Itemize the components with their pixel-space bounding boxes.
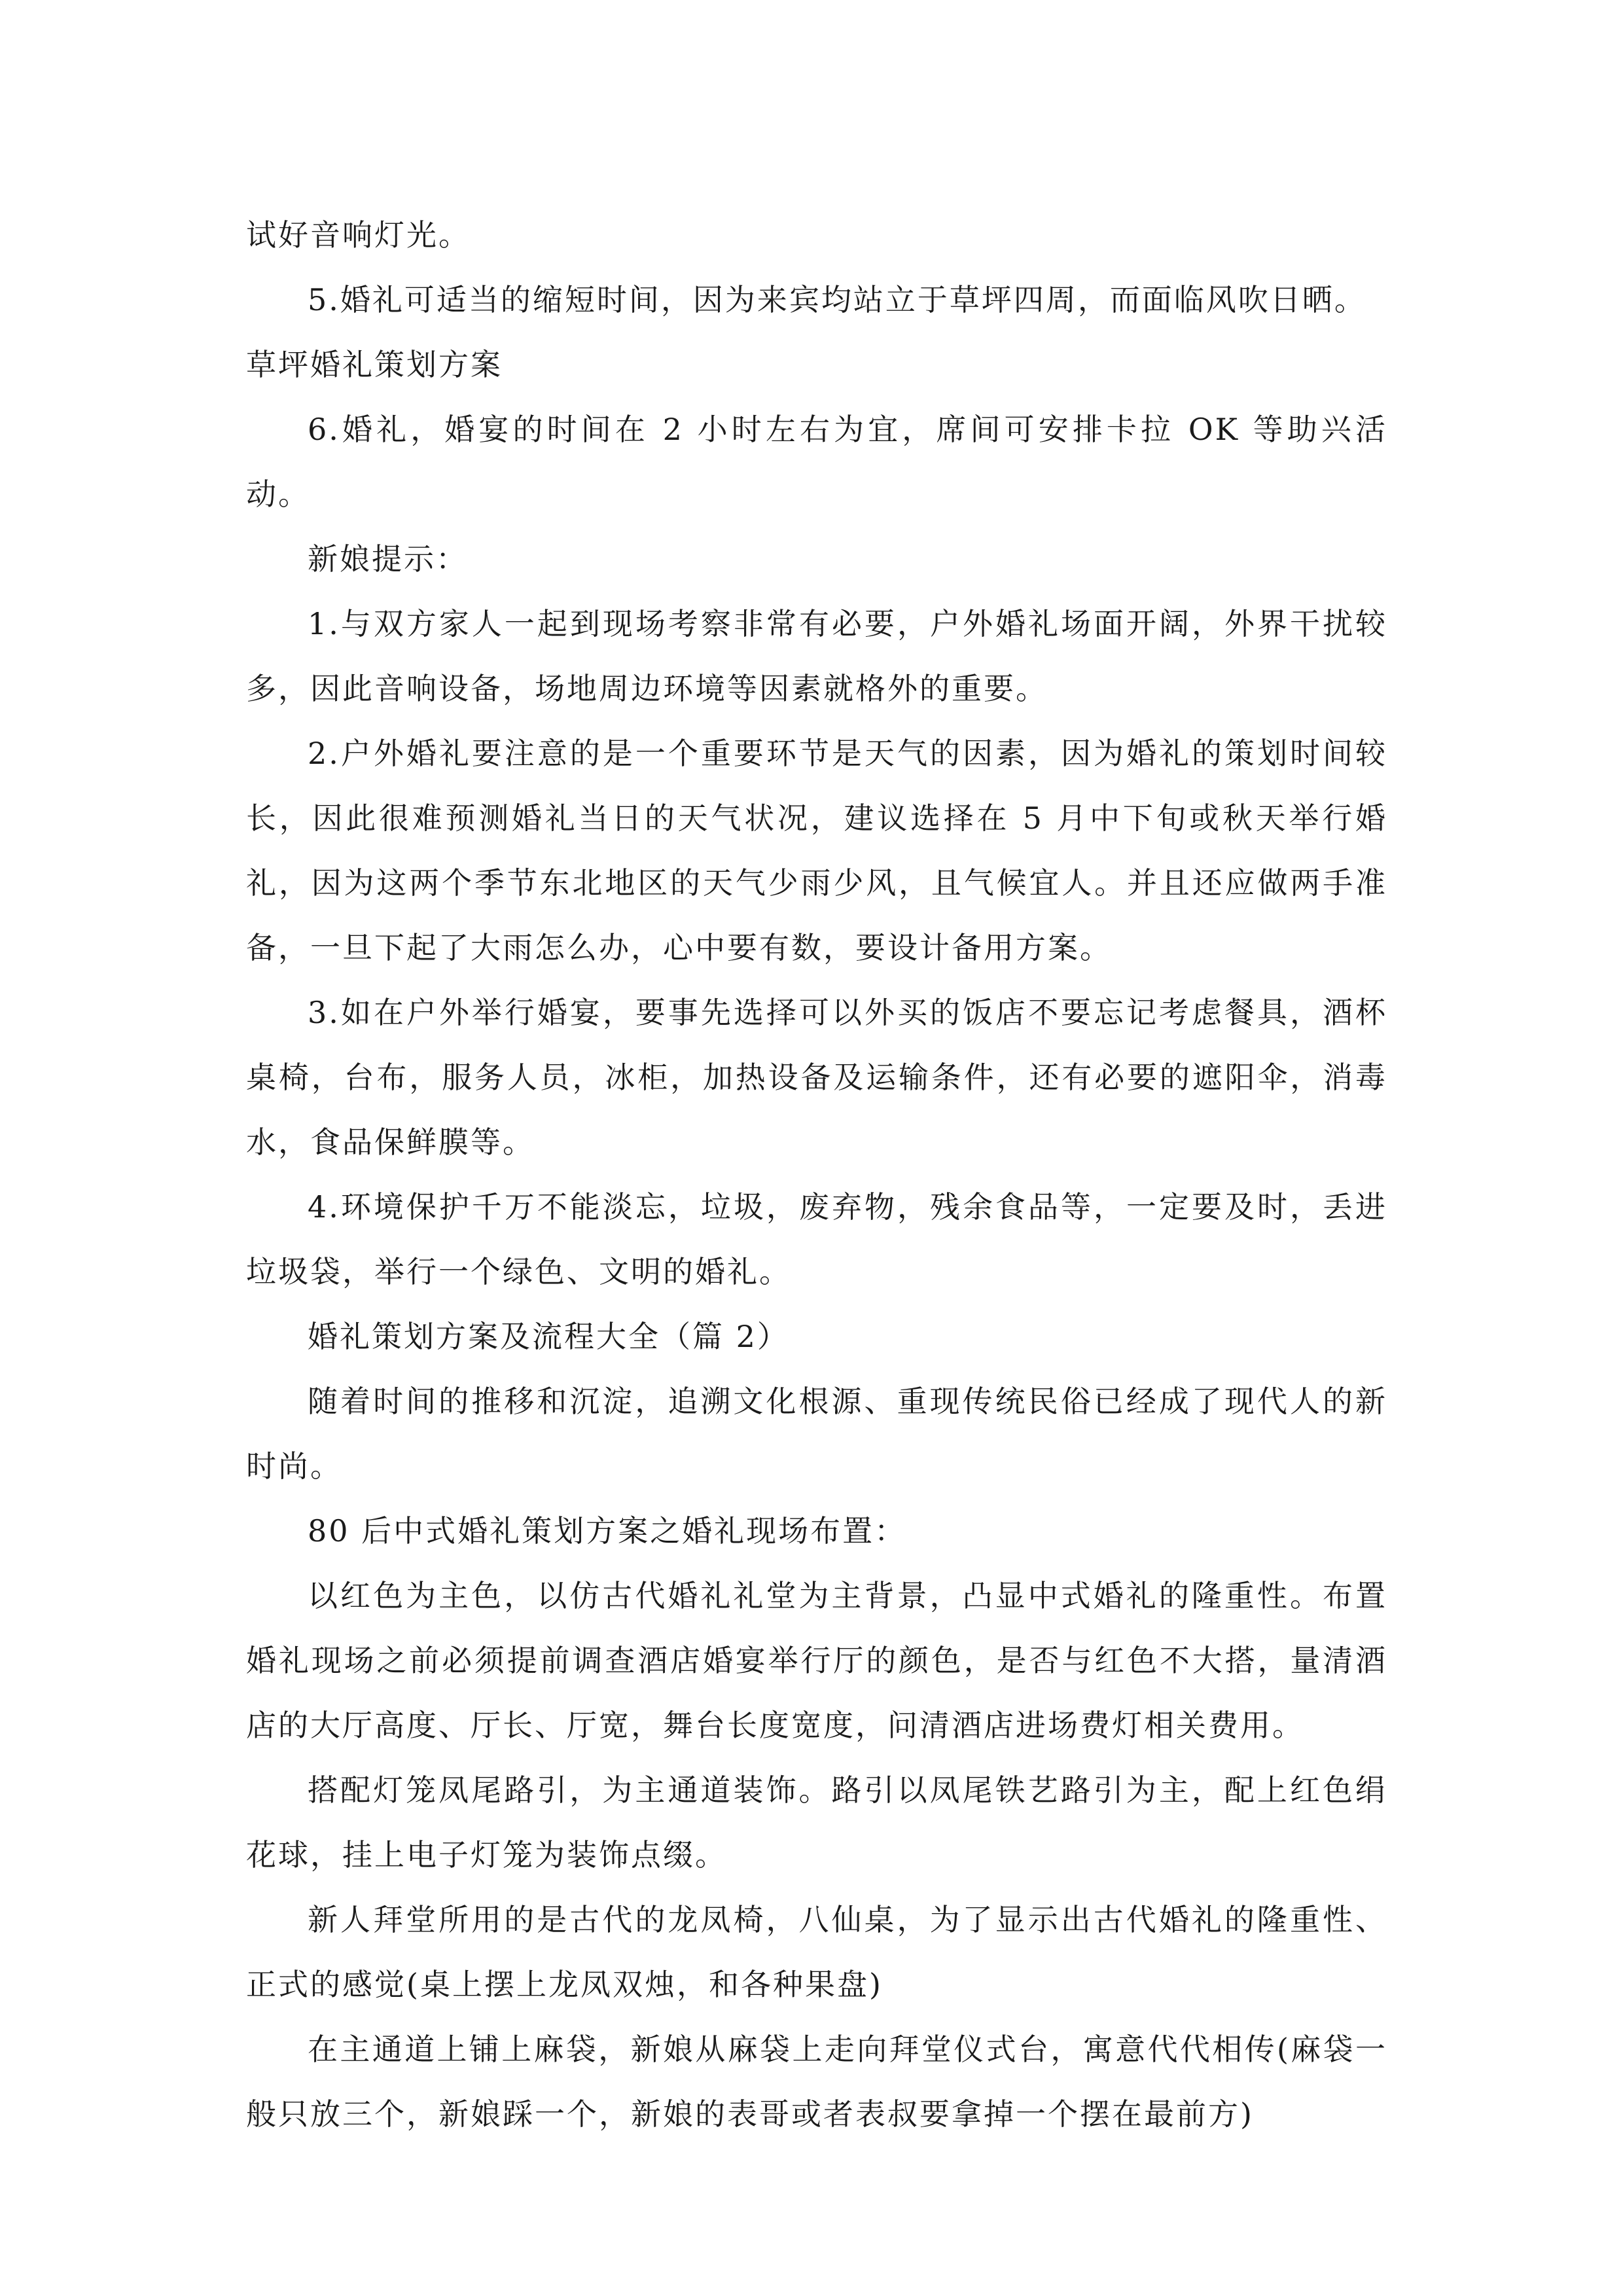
paragraph-13: 搭配灯笼凤尾路引，为主通道装饰。路引以凤尾铁艺路引为主，配上红色绢花球，挂上电子灯笼为装饰点缀。: [246, 1772, 1387, 1873]
paragraph-12: 以红色为主色，以仿古代婚礼礼堂为主背景，凸显中式婚礼的隆重性。布置婚礼现场之前必须提前调查酒店婚宴举行厅的颜色，是否与红色不大搭，量清酒店的大厅高度、厅长、厅宽，舞台长度宽度，问清酒店进场费灯相关费用。: [246, 1578, 1387, 1743]
paragraph-3: 6.婚礼，婚宴的时间在 2 小时左右为宜，席间可安排卡拉 OK 等助兴活动。: [246, 412, 1387, 512]
paragraph-5: 1.与双方家人一起到现场考察非常有必要，户外婚礼场面开阔，外界干扰较多，因此音响设备，场地周边环境等因素就格外的重要。: [246, 606, 1387, 706]
document-body: [246, 203, 1387, 2147]
paragraph-2: 草坪婚礼策划方案: [246, 347, 503, 382]
paragraph-10: 随着时间的推移和沉淀，追溯文化根源、重现传统民俗已经成了现代人的新时尚。: [246, 1384, 1387, 1484]
paragraph-8: 4.环境保护千万不能淡忘，垃圾，废弃物，残余食品等，一定要及时，丢进垃圾袋，举行一个绿色、文明的婚礼。: [246, 1189, 1387, 1289]
paragraph-11: 80 后中式婚礼策划方案之婚礼现场布置：: [308, 1513, 907, 1549]
paragraph-1: 5.婚礼可适当的缩短时间，因为来宾均站立于草坪四周，而面临风吹日晒。: [308, 282, 1366, 317]
paragraph-15: 在主通道上铺上麻袋，新娘从麻袋上走向拜堂仪式台，寓意代代相传(麻袋一般只放三个，新娘踩一个，新娘的表哥或者表叔要拿掉一个摆在最前方): [246, 2032, 1387, 2132]
paragraph-0: 试好音响灯光。: [246, 217, 471, 253]
paragraph-7: 3.如在户外举行婚宴，要事先选择可以外买的饭店不要忘记考虑餐具，酒杯桌椅，台布，服务人员，冰柜，加热设备及运输条件，还有必要的遮阳伞，消毒水，食品保鲜膜等。: [246, 995, 1387, 1160]
paragraph-6: 2.户外婚礼要注意的是一个重要环节是天气的因素，因为婚礼的策划时间较长，因此很难预测婚礼当日的天气状况，建议选择在 5 月中下旬或秋天举行婚礼，因为这两个季节东北地区的天气少雨少风，且气候宜人。并且还应做两手准备，一旦下起了大雨怎么办，心中要有数，要设计备用方案。: [246, 736, 1387, 965]
section-heading: 婚礼策划方案及流程大全（篇 2）: [308, 1319, 789, 1354]
paragraph-14: 新人拜堂所用的是古代的龙凤椅，八仙桌，为了显示出古代婚礼的隆重性、正式的感觉(桌上摆上龙凤双烛，和各种果盘): [246, 1902, 1387, 2002]
paragraph-4: 新娘提示：: [308, 541, 468, 577]
